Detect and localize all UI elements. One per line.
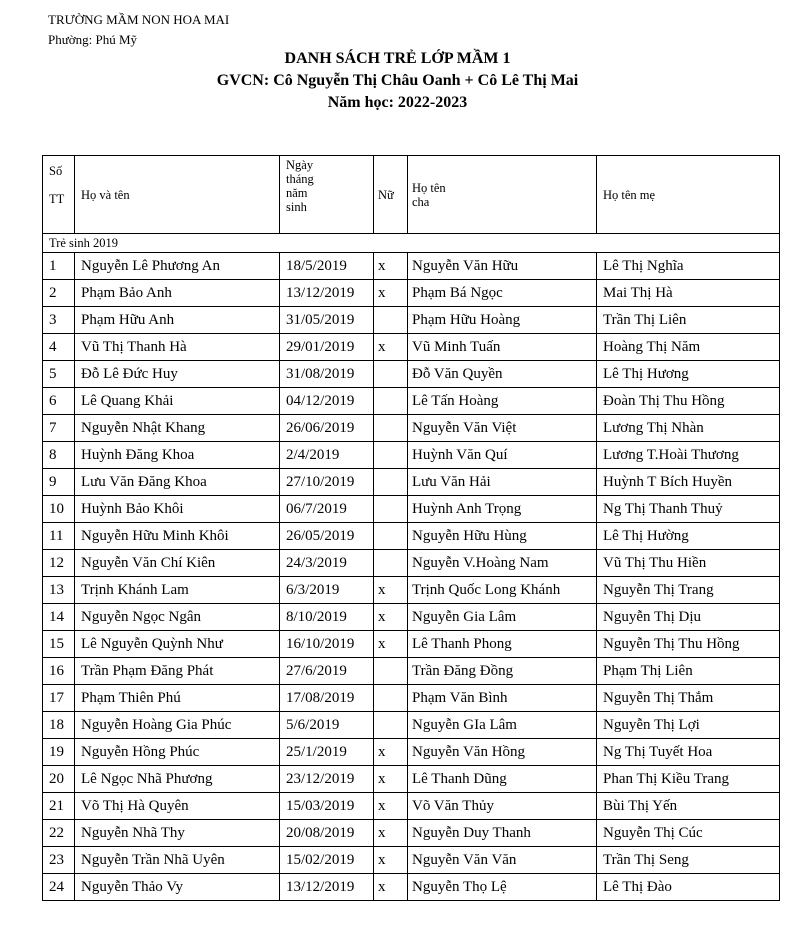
header-father [408, 156, 597, 234]
female-mark: x [374, 793, 408, 820]
father-name: Võ Văn Thủy [408, 793, 597, 820]
birth-date: 13/12/2019 [280, 280, 374, 307]
father-name: Nguyễn GIa Lâm [408, 712, 597, 739]
child-name: Nguyễn Nhật Khang [75, 415, 280, 442]
row-number: 7 [43, 415, 75, 442]
student-table [42, 155, 780, 901]
header-dob [280, 156, 374, 234]
table-row [43, 793, 780, 820]
child-name: Trịnh Khánh Lam [75, 577, 280, 604]
mother-name: Lê Thị Đào [597, 874, 780, 901]
mother-name: Lê Thị Hương [597, 361, 780, 388]
father-name: Phạm Bá Ngọc [408, 280, 597, 307]
table-row [43, 739, 780, 766]
table-row [43, 442, 780, 469]
child-name: Phạm Hữu Anh [75, 307, 280, 334]
birth-date: 18/5/2019 [280, 253, 374, 280]
birth-date: 06/7/2019 [280, 496, 374, 523]
row-number: 2 [43, 280, 75, 307]
mother-name: Bùi Thị Yến [597, 793, 780, 820]
female-mark: x [374, 253, 408, 280]
birth-date: 29/01/2019 [280, 334, 374, 361]
table-row [43, 496, 780, 523]
child-name: Vũ Thị Thanh Hà [75, 334, 280, 361]
child-name: Võ Thị Hà Quyên [75, 793, 280, 820]
female-mark: x [374, 820, 408, 847]
child-name: Trần Phạm Đăng Phát [75, 658, 280, 685]
birth-date: 17/08/2019 [280, 685, 374, 712]
female-mark [374, 550, 408, 577]
female-mark: x [374, 847, 408, 874]
mother-name: Nguyễn Thị Cúc [597, 820, 780, 847]
row-number: 20 [43, 766, 75, 793]
father-name: Nguyễn Văn Hồng [408, 739, 597, 766]
row-number: 8 [43, 442, 75, 469]
header-dob-1: Ngày [286, 158, 314, 172]
table-row [43, 847, 780, 874]
female-mark [374, 523, 408, 550]
father-name: Nguyễn Văn Việt [408, 415, 597, 442]
birth-date: 31/08/2019 [280, 361, 374, 388]
row-number: 21 [43, 793, 75, 820]
mother-name: Lê Thị Hường [597, 523, 780, 550]
row-number: 24 [43, 874, 75, 901]
header-dob-2: tháng [286, 172, 314, 186]
table-row [43, 874, 780, 901]
female-mark [374, 415, 408, 442]
table-row [43, 577, 780, 604]
mother-name: Nguyễn Thị Dịu [597, 604, 780, 631]
mother-name: Lê Thị Nghĩa [597, 253, 780, 280]
child-name: Lê Quang Khải [75, 388, 280, 415]
father-name: Nguyễn Văn Văn [408, 847, 597, 874]
father-name: Lưu Văn Hải [408, 469, 597, 496]
birth-date: 23/12/2019 [280, 766, 374, 793]
female-mark [374, 496, 408, 523]
father-name: Nguyễn Duy Thanh [408, 820, 597, 847]
document-title: DANH SÁCH TRẺ LỚP MẦM 1 [284, 50, 511, 67]
birth-date: 31/05/2019 [280, 307, 374, 334]
header-stt-bottom: TT [49, 192, 65, 206]
female-mark: x [374, 577, 408, 604]
row-number: 1 [43, 253, 75, 280]
father-name: Lê Tấn Hoàng [408, 388, 597, 415]
row-number: 12 [43, 550, 75, 577]
female-mark [374, 388, 408, 415]
child-name: Phạm Bảo Anh [75, 280, 280, 307]
female-mark: x [374, 874, 408, 901]
father-name: Huỳnh Văn Quí [408, 442, 597, 469]
table-header-row [43, 156, 780, 234]
father-name: Vũ Minh Tuấn [408, 334, 597, 361]
row-number: 5 [43, 361, 75, 388]
female-mark: x [374, 766, 408, 793]
birth-date: 20/08/2019 [280, 820, 374, 847]
child-name: Nguyễn Lê Phương An [75, 253, 280, 280]
child-name: Nguyễn Hoàng Gia Phúc [75, 712, 280, 739]
table-row [43, 280, 780, 307]
table-row [43, 361, 780, 388]
birth-date: 6/3/2019 [280, 577, 374, 604]
father-name: Trần Đăng Đồng [408, 658, 597, 685]
birth-date: 5/6/2019 [280, 712, 374, 739]
teachers-line: GVCN: Cô Nguyễn Thị Châu Oanh + Cô Lê Thị Mai [216, 72, 579, 89]
female-mark: x [374, 739, 408, 766]
birth-date: 25/1/2019 [280, 739, 374, 766]
mother-name: Nguyễn Thị Lợi [597, 712, 780, 739]
birth-date: 26/06/2019 [280, 415, 374, 442]
birth-date: 8/10/2019 [280, 604, 374, 631]
child-name: Đỗ Lê Đức Huy [75, 361, 280, 388]
birth-date: 13/12/2019 [280, 874, 374, 901]
child-name: Nguyễn Nhã Thy [75, 820, 280, 847]
father-name: Nguyễn Văn Hữu [408, 253, 597, 280]
birth-date: 24/3/2019 [280, 550, 374, 577]
header-stt-top: Số [49, 164, 63, 178]
row-number: 23 [43, 847, 75, 874]
header-female: Nữ [374, 156, 408, 234]
mother-name: Nguyễn Thị Thắm [597, 685, 780, 712]
female-mark: x [374, 631, 408, 658]
birth-date: 15/02/2019 [280, 847, 374, 874]
mother-name: Lương Thị Nhàn [597, 415, 780, 442]
table-row [43, 604, 780, 631]
table-row [43, 550, 780, 577]
table-row [43, 658, 780, 685]
row-number: 18 [43, 712, 75, 739]
female-mark [374, 658, 408, 685]
row-number: 10 [43, 496, 75, 523]
father-name: Huỳnh Anh Trọng [408, 496, 597, 523]
father-name: Nguyễn Hữu Hùng [408, 523, 597, 550]
group-row [43, 234, 780, 253]
header-name: Họ và tên [75, 156, 280, 234]
father-name: Lê Thanh Dũng [408, 766, 597, 793]
row-number: 11 [43, 523, 75, 550]
table-row [43, 631, 780, 658]
father-name: Phạm Văn Bình [408, 685, 597, 712]
female-mark [374, 685, 408, 712]
table-row [43, 307, 780, 334]
header-dob-4: sinh [286, 200, 307, 214]
header-father-1: Họ tên [412, 180, 446, 195]
mother-name: Mai Thị Hà [597, 280, 780, 307]
row-number: 17 [43, 685, 75, 712]
row-number: 9 [43, 469, 75, 496]
mother-name: Đoàn Thị Thu Hồng [597, 388, 780, 415]
group-label: Trẻ sinh 2019 [43, 234, 780, 253]
mother-name: Ng Thị Thanh Thuỷ [597, 496, 780, 523]
father-name: Nguyễn Thọ Lệ [408, 874, 597, 901]
father-name: Phạm Hữu Hoàng [408, 307, 597, 334]
row-number: 16 [43, 658, 75, 685]
child-name: Lê Nguyễn Quỳnh Như [75, 631, 280, 658]
table-row [43, 334, 780, 361]
table-row [43, 712, 780, 739]
mother-name: Nguyễn Thị Trang [597, 577, 780, 604]
father-name: Nguyễn Gia Lâm [408, 604, 597, 631]
mother-name: Huỳnh T Bích Huyền [597, 469, 780, 496]
mother-name: Trần Thị Liên [597, 307, 780, 334]
birth-date: 15/03/2019 [280, 793, 374, 820]
table-row [43, 469, 780, 496]
table-row [43, 253, 780, 280]
table-row [43, 820, 780, 847]
father-name: Đỗ Văn Quyền [408, 361, 597, 388]
father-name: Lê Thanh Phong [408, 631, 597, 658]
child-name: Phạm Thiên Phú [75, 685, 280, 712]
row-number: 13 [43, 577, 75, 604]
table-row [43, 766, 780, 793]
child-name: Huỳnh Đăng Khoa [75, 442, 280, 469]
mother-name: Ng Thị Tuyết Hoa [597, 739, 780, 766]
school-year: Năm học: 2022-2023 [327, 94, 468, 111]
child-name: Nguyễn Văn Chí Kiên [75, 550, 280, 577]
birth-date: 16/10/2019 [280, 631, 374, 658]
header-dob-3: năm [286, 186, 308, 200]
female-mark: x [374, 280, 408, 307]
mother-name: Trần Thị Seng [597, 847, 780, 874]
child-name: Nguyễn Thảo Vy [75, 874, 280, 901]
female-mark [374, 442, 408, 469]
header-stt [43, 156, 75, 234]
row-number: 4 [43, 334, 75, 361]
birth-date: 04/12/2019 [280, 388, 374, 415]
child-name: Nguyễn Ngọc Ngân [75, 604, 280, 631]
row-number: 3 [43, 307, 75, 334]
birth-date: 2/4/2019 [280, 442, 374, 469]
mother-name: Phan Thị Kiều Trang [597, 766, 780, 793]
row-number: 15 [43, 631, 75, 658]
child-name: Nguyễn Trần Nhã Uyên [75, 847, 280, 874]
birth-date: 26/05/2019 [280, 523, 374, 550]
table-row [43, 388, 780, 415]
child-name: Huỳnh Bảo Khôi [75, 496, 280, 523]
child-name: Lưu Văn Đăng Khoa [75, 469, 280, 496]
mother-name: Lương T.Hoài Thương [597, 442, 780, 469]
row-number: 6 [43, 388, 75, 415]
female-mark: x [374, 604, 408, 631]
female-mark [374, 361, 408, 388]
birth-date: 27/10/2019 [280, 469, 374, 496]
mother-name: Hoàng Thị Năm [597, 334, 780, 361]
mother-name: Nguyễn Thị Thu Hồng [597, 631, 780, 658]
female-mark: x [374, 334, 408, 361]
header-father-2: cha [412, 194, 430, 209]
mother-name: Vũ Thị Thu Hiền [597, 550, 780, 577]
father-name: Trịnh Quốc Long Khánh [408, 577, 597, 604]
table-row [43, 523, 780, 550]
child-name: Nguyễn Hồng Phúc [75, 739, 280, 766]
birth-date: 27/6/2019 [280, 658, 374, 685]
header-mother: Họ tên mẹ [597, 156, 780, 234]
mother-name: Phạm Thị Liên [597, 658, 780, 685]
female-mark [374, 469, 408, 496]
female-mark [374, 712, 408, 739]
ward-name: Phường: Phú Mỹ [48, 32, 138, 47]
female-mark [374, 307, 408, 334]
row-number: 22 [43, 820, 75, 847]
table-row [43, 685, 780, 712]
child-name: Nguyễn Hữu Minh Khôi [75, 523, 280, 550]
father-name: Nguyễn V.Hoàng Nam [408, 550, 597, 577]
row-number: 19 [43, 739, 75, 766]
child-name: Lê Ngọc Nhã Phương [75, 766, 280, 793]
table-row [43, 415, 780, 442]
school-name: TRƯỜNG MẦM NON HOA MAI [48, 12, 230, 27]
row-number: 14 [43, 604, 75, 631]
